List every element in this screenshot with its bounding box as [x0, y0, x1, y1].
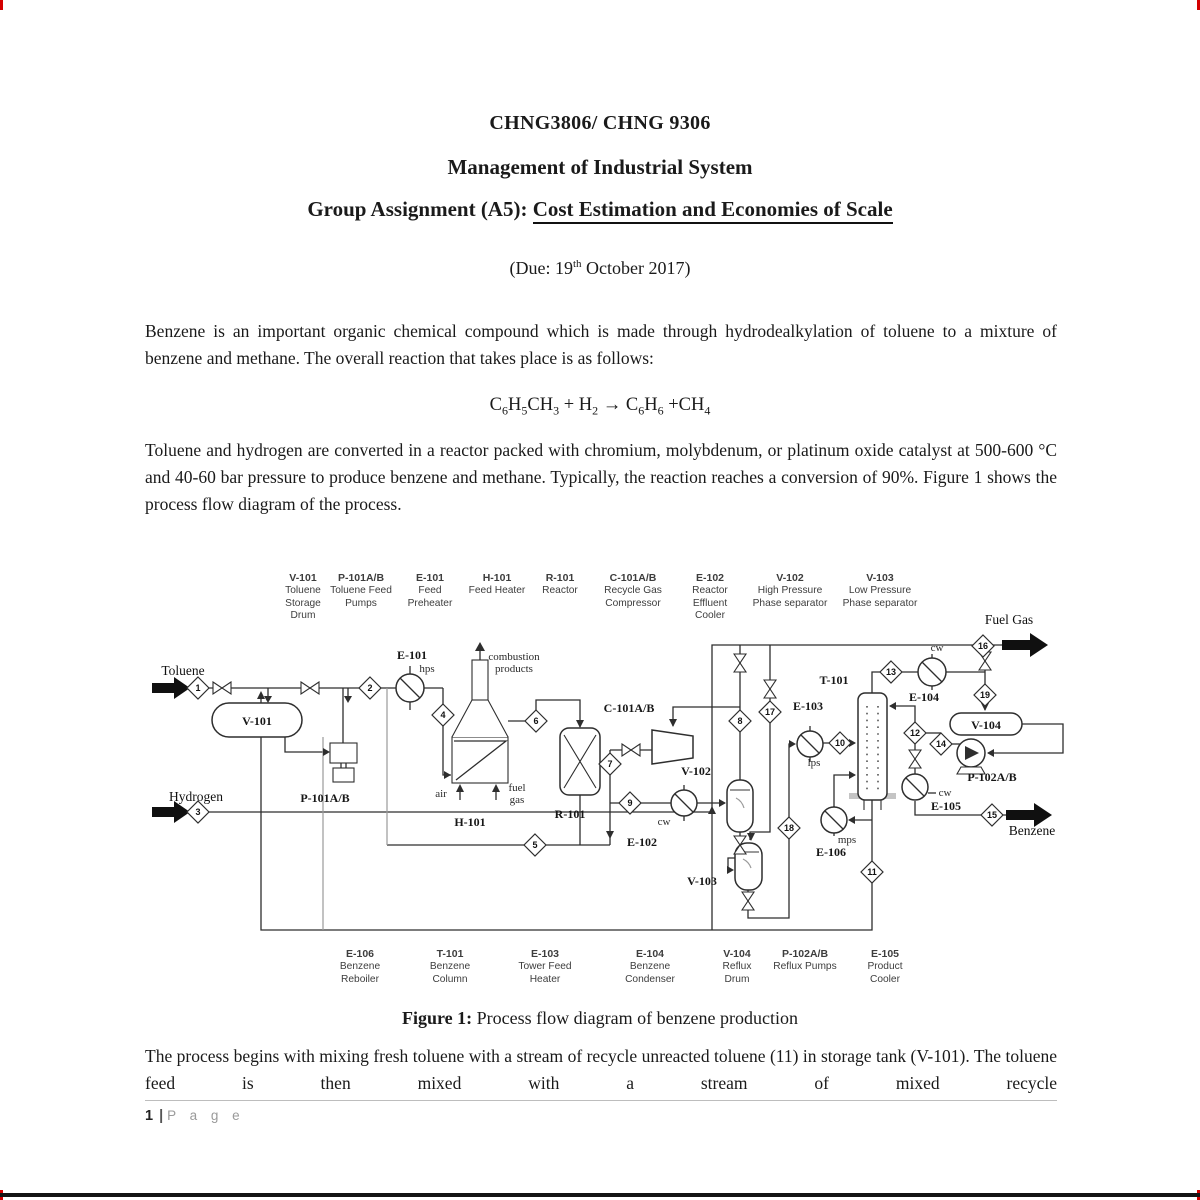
e104-label: E-104	[909, 690, 939, 704]
svg-text:14: 14	[935, 739, 947, 750]
legend-item: V-102 High Pressure Phase separator	[752, 572, 828, 609]
svg-text:19: 19	[979, 690, 991, 701]
assignment-title	[0, 197, 1200, 222]
process-flow-figure	[140, 560, 1080, 1010]
toluene-inlet-arrow	[152, 677, 190, 699]
stream-3	[187, 801, 209, 823]
stream-11	[861, 861, 883, 883]
legend-item: V-101 Toluene Storage Drum	[285, 572, 321, 621]
combustion-label-1: combustion	[488, 651, 540, 663]
legend-item: E-103 Tower Feed Heater	[518, 948, 572, 985]
svg-text:15: 15	[986, 810, 998, 821]
air-label: air	[435, 788, 447, 800]
svg-text:8: 8	[737, 716, 743, 727]
footer-rule	[145, 1100, 1057, 1101]
legend-item: T-101 Benzene Column	[429, 948, 471, 985]
svg-text:5: 5	[532, 840, 538, 851]
stream-19	[974, 684, 996, 706]
combustion-label-2: products	[495, 663, 533, 675]
e104-cw-label: cw	[930, 642, 944, 654]
hps-label: hps	[419, 663, 435, 675]
stream-4	[432, 704, 454, 726]
stream-17	[759, 701, 781, 723]
svg-text:7: 7	[607, 759, 613, 770]
benzene-product-label: Benzene	[1008, 823, 1056, 838]
legend-item: V-103 Low Pressure Phase separator	[842, 572, 918, 609]
stream-9	[619, 792, 641, 814]
svg-text:4: 4	[440, 710, 446, 721]
recycle-gas-compressor-c101	[652, 730, 693, 764]
reaction-equation: $C_6H_5CH_3 + H_2 \to C_6H_6 +CH_4$	[489, 395, 711, 418]
v103-label: V-103	[687, 874, 717, 888]
corner-mark	[0, 0, 3, 10]
svg-text:12: 12	[909, 728, 921, 739]
assignment-prefix: Group Assignment (A5):	[307, 197, 533, 221]
svg-text:9: 9	[627, 798, 633, 809]
process-flow-diagram	[140, 560, 1080, 1010]
product-cooler-e105	[902, 774, 936, 800]
svg-text:16: 16	[977, 641, 989, 652]
assignment-topic: Cost Estimation and Economies of Scale	[533, 197, 893, 224]
toluene-feed-pump-p101	[330, 743, 357, 782]
svg-text:11: 11	[867, 867, 877, 878]
stream-10	[829, 732, 851, 754]
stream-16	[972, 635, 994, 657]
stream-14	[930, 733, 952, 755]
legend-item: E-102 Reactor Effluent Cooler	[692, 572, 728, 621]
recycle-lines	[323, 688, 387, 930]
e102-cw-label: cw	[657, 816, 671, 828]
v102-label: V-102	[681, 764, 711, 778]
hydrogen-inlet-arrow	[152, 801, 190, 823]
legend-item: E-105 Product Cooler	[867, 948, 903, 985]
h101-label: H-101	[454, 815, 486, 829]
fuel-label-1: fuel	[508, 782, 526, 794]
p102-label: P-102A/B	[967, 770, 1017, 784]
stream-15	[981, 804, 1003, 826]
benzene-reboiler-e106	[821, 806, 847, 836]
legend-item: C-101A/B Recycle Gas Compressor	[604, 572, 662, 609]
fuel-gas-outlet-arrow	[1002, 633, 1048, 657]
page-number: 1	[145, 1108, 154, 1124]
stream-12	[904, 722, 926, 744]
legend-item: R-101 Reactor	[542, 572, 578, 597]
benzene-condenser-e104	[918, 654, 946, 690]
reactor-effluent-cooler-e102	[671, 785, 697, 821]
e101-label: E-101	[397, 648, 427, 662]
fuel-label-2: gas	[509, 794, 525, 806]
benzene-column-t101	[849, 693, 896, 810]
e105-label: E-105	[931, 799, 961, 813]
legend-item: P-101A/B Toluene Feed Pumps	[330, 572, 392, 609]
svg-text:2: 2	[367, 683, 373, 694]
e105-cw-label: cw	[938, 787, 952, 799]
legend-item: V-104 Reflux Drum	[722, 948, 752, 985]
legend-item: H-101 Feed Heater	[468, 572, 526, 597]
stream-18	[778, 817, 800, 839]
t101-label: T-101	[819, 673, 849, 687]
c101-label: C-101A/B	[603, 701, 655, 715]
p101-label: P-101A/B	[300, 791, 350, 805]
stream-5	[524, 834, 546, 856]
stream-7	[599, 753, 621, 775]
subject-title: Management of Industrial System	[447, 155, 753, 179]
svg-text:V-104: V-104	[971, 718, 1001, 732]
fuel-gas-product-label: Fuel Gas	[984, 612, 1034, 627]
figure-caption: Figure 1: Process flow diagram of benzene production	[401, 1008, 799, 1028]
reflux-pump-p102	[957, 739, 985, 774]
stream-8	[729, 710, 751, 732]
hydrogen-feed-label: Hydrogen	[169, 789, 223, 804]
r101-label: R-101	[554, 807, 586, 821]
svg-text:10: 10	[834, 738, 846, 749]
toluene-feed-label: Toluene	[161, 663, 205, 678]
svg-text:3: 3	[195, 807, 201, 818]
legend-item: P-102A/B Reflux Pumps	[773, 948, 837, 973]
mps-label: mps	[837, 834, 857, 846]
e103-label: E-103	[793, 699, 823, 713]
legend-item: E-101 Feed Preheater	[407, 572, 453, 609]
stream-6	[525, 710, 547, 732]
due-date: (Due: 19th October 2017)	[509, 258, 691, 278]
svg-text:6: 6	[533, 716, 539, 727]
stream-13	[880, 661, 902, 683]
toluene-storage-drum-v101	[212, 703, 302, 737]
lps-label: lps	[807, 757, 821, 769]
course-code-title: CHNG3806/ CHNG 9306	[489, 112, 711, 134]
high-pressure-separator-v102	[727, 780, 753, 832]
feed-heater-h101	[452, 660, 508, 783]
stream-1	[187, 677, 209, 699]
paragraph-reaction: Toluene and hydrogen are converted in a reactor packed with chromium, molybdenum, or platinum oxide catalyst at 500-600 °C and 40-60 bar pressure to produce benzene and methane. Typically, the reaction reaches a conversion of 90%. Figure 1 shows the process flow diagram of the process.	[145, 440, 1057, 514]
legend-item: E-106 Benzene Reboiler	[339, 948, 381, 985]
e106-label: E-106	[816, 845, 846, 859]
legend-item: E-104 Benzene Condenser	[625, 948, 675, 985]
e102-label: E-102	[627, 835, 657, 849]
svg-text:V-101: V-101	[242, 714, 272, 728]
reflux-drum-v104	[950, 713, 1022, 735]
page-bottom-rule	[0, 1193, 1200, 1197]
svg-text:13: 13	[885, 667, 897, 678]
paragraph-intro: Benzene is an important organic chemical compound which is made through hydrodealkylation of toluene to a mixture of benzene and methane. The overall reaction that takes place is as follows:	[145, 321, 1057, 368]
paragraph-process: The process begins with mixing fresh toluene with a stream of recycle unreacted toluene (11) in storage tank (V-101). The toluene feed is then mixed with a stream of mixed recycle	[145, 1046, 1057, 1093]
svg-text:17: 17	[764, 707, 776, 718]
page-footer: 1 | P a g e	[145, 1108, 245, 1124]
svg-text:18: 18	[783, 823, 795, 834]
reactor-r101	[560, 728, 600, 795]
stream-2	[359, 677, 381, 699]
svg-text:1: 1	[195, 683, 201, 694]
